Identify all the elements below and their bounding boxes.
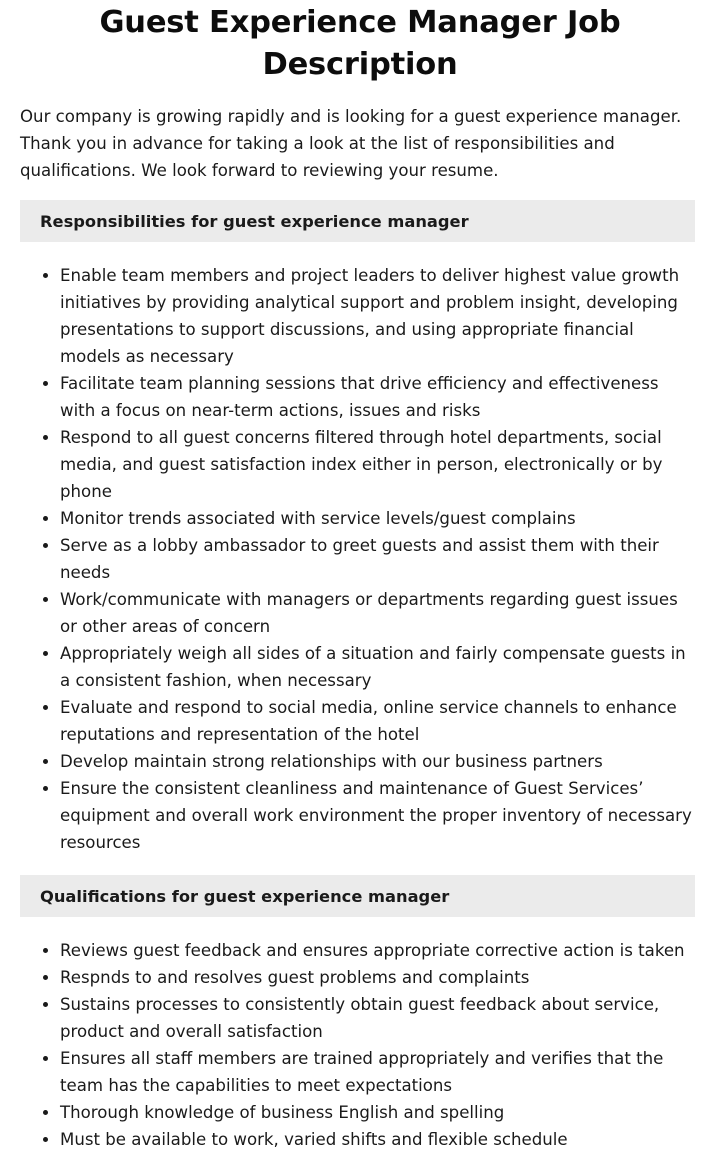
list-item: • Ensure the consistent cleanliness and maintenance of Guest Services’ equipment and overall work environment the proper inventory of necessary resources	[60, 775, 695, 856]
responsibilities-heading: Responsibilities for guest experience manager	[20, 200, 695, 242]
list-item: • Facilitate team planning sessions that drive efficiency and effectiveness with a focus on near-term actions, issues and risks	[60, 370, 695, 424]
page-title: Guest Experience Manager Job Description	[99, 5, 621, 82]
list-item: • Work/communicate with managers or departments regarding guest issues or other areas of concern	[60, 586, 695, 640]
intro-paragraph: Our company is growing rapidly and is looking for a guest experience manager. Thank you in advance for taking a look at the list of responsibilities and qualifications. We look forward to reviewing your resume.	[20, 107, 682, 180]
list-item: • Must be available to work, varied shifts and flexible schedule	[60, 1126, 695, 1153]
qualifications-heading: Qualifications for guest experience manager	[20, 875, 695, 917]
list-item: • Enable team members and project leaders to deliver highest value growth initiatives by providing analytical support and problem insight, developing presentations to support discussions, and using appropriate financial models as necessary	[60, 262, 695, 370]
list-item: • Respnds to and resolves guest problems and complaints	[60, 964, 695, 991]
list-item: • Thorough knowledge of business English and spelling	[60, 1099, 695, 1126]
list-item: • Monitor trends associated with service levels/guest complains	[60, 505, 695, 532]
list-item: • Respond to all guest concerns filtered through hotel departments, social media, and guest satisfaction index either in person, electronically or by phone	[60, 424, 695, 505]
list-item: • Appropriately weigh all sides of a situation and fairly compensate guests in a consistent fashion, when necessary	[60, 640, 695, 694]
responsibilities-list	[20, 262, 695, 856]
list-item: • Serve as a lobby ambassador to greet guests and assist them with their needs	[60, 532, 695, 586]
list-item: • Develop maintain strong relationships with our business partners	[60, 748, 695, 775]
list-item: • Evaluate and respond to social media, online service channels to enhance reputations and representation of the hotel	[60, 694, 695, 748]
qualifications-list	[20, 937, 695, 1153]
list-item: • Sustains processes to consistently obtain guest feedback about service, product and overall satisfaction	[60, 991, 695, 1045]
list-item: • Reviews guest feedback and ensures appropriate corrective action is taken	[60, 937, 695, 964]
list-item: • Ensures all staff members are trained appropriately and verifies that the team has the capabilities to meet expectations	[60, 1045, 695, 1099]
